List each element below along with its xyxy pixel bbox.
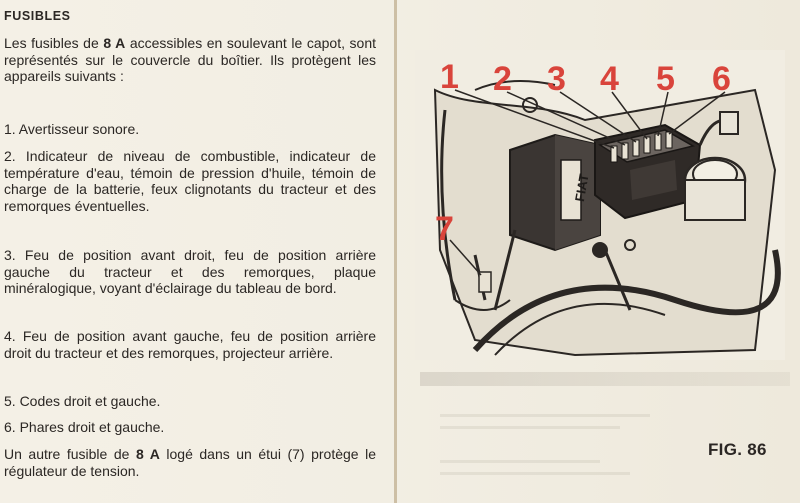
list-item-2: 2. Indicateur de niveau de combustible, indicateur de température d'eau, témoin de pression d'huile, témoin de charge de la batterie, feux clignotants du tracteur et des remorques éventuelles. [4,148,376,214]
callout-1: 1 [440,58,459,96]
section-heading: FUSIBLES [4,9,71,23]
list-item-4: 4. Feu de position avant gauche, feu de position arrière droit du tracteur et des remorques, projecteur arrière. [4,328,376,361]
outro-text-end: logé dans un étui (7) protège le régulateur de tension. [4,446,376,479]
column-divider [394,0,397,503]
brand-label: FIAT [571,172,592,203]
engine-drawing [415,50,785,360]
list-item-6: 6. Phares droit et gauche. [4,419,165,435]
regulator-box [510,135,600,250]
radiator-cap [685,158,745,220]
list-item-3: 3. Feu de position avant droit, feu de position arrière gauche du tracteur et des remorques, plaque minéralogique, voyant d'éclairage du tableau de bord. [4,247,376,296]
callout-5: 5 [656,60,675,98]
callout-7: 7 [435,210,454,248]
outro-rating: 8 A [135,446,160,462]
intro-text-start: Les fusibles de [4,35,104,51]
callout-6: 6 [712,60,731,98]
bleed-through-bar [420,372,790,386]
callout-3: 3 [547,60,566,98]
outro-paragraph [4,446,376,479]
figure-label: FIG. 86 [708,440,767,459]
intro-text-end: accessibles en soulevant le capot, sont représentés sur le couvercle du boîtier. Ils protègent les appareils suivants : [4,35,376,84]
callout-2: 2 [493,60,512,98]
bleed-through-line [440,414,650,417]
bleed-through-line [440,460,600,463]
list-item-5: 5. Codes droit et gauche. [4,393,161,409]
bleed-through-line [440,472,630,475]
intro-paragraph [4,35,376,85]
callout-4: 4 [600,60,619,98]
intro-rating: 8 A [103,35,126,51]
text-column [0,0,385,503]
list-item-1: 1. Avertisseur sonore. [4,121,140,137]
outro-text-start: Un autre fusible de [4,446,136,462]
fuse-box-illustration [415,50,785,360]
bleed-through-line [440,426,620,429]
